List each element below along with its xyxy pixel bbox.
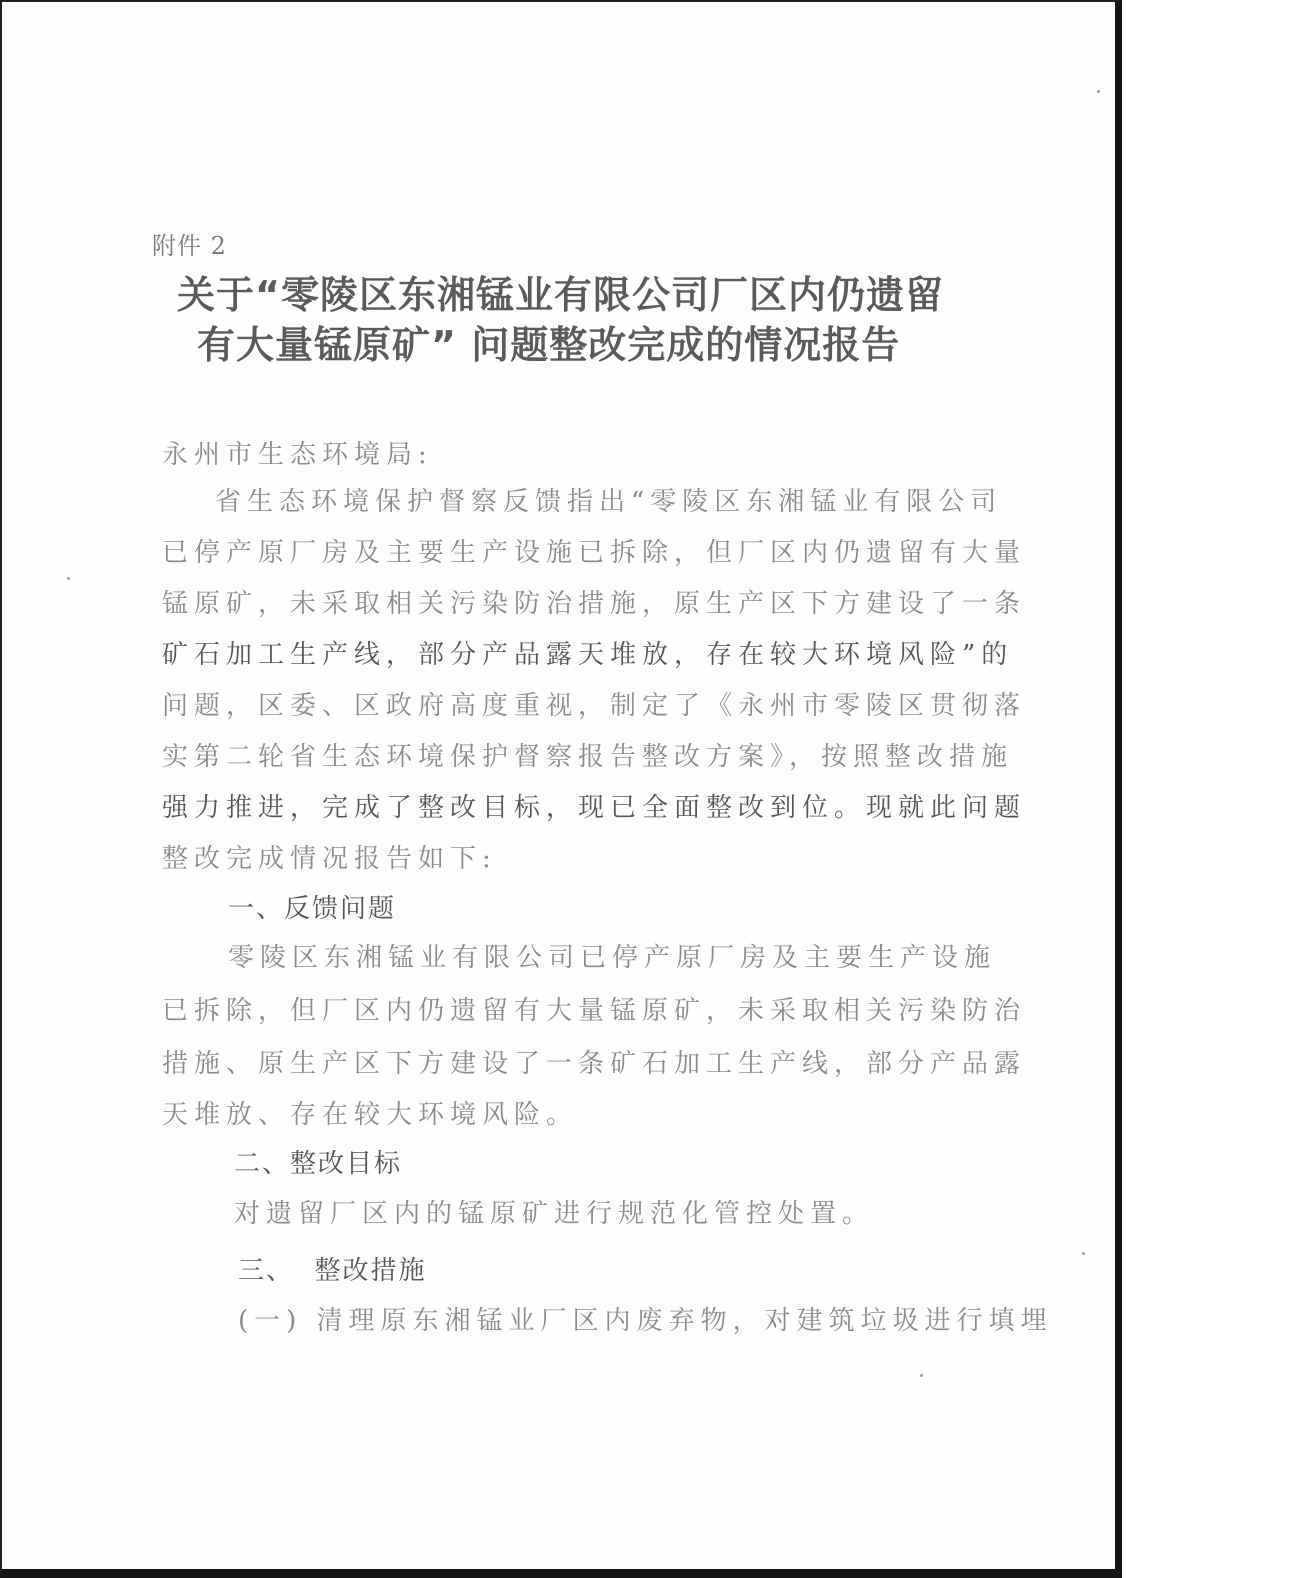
- section-1-line-4: 天堆放、存在较大环境风险。: [162, 1100, 579, 1130]
- section-3-item-1: (一) 清理原东湘锰业厂区内废弃物，对建筑垃圾进行填埋: [238, 1306, 1053, 1336]
- scan-speck: [1082, 1252, 1085, 1255]
- scan-speck: [1097, 90, 1100, 93]
- intro-line-5: 问题，区委、区政府高度重视，制定了《永州市零陵区贯彻落: [162, 691, 1027, 721]
- document-title-line-1: 关于“零陵区东湘锰业有限公司厂区内仍遗留: [177, 273, 944, 317]
- scan-speck: [67, 577, 70, 580]
- intro-line-2: 已停产原厂房及主要生产设施已拆除，但厂区内仍遗留有大量: [162, 538, 1027, 568]
- intro-line-8: 整改完成情况报告如下:: [162, 844, 497, 874]
- section-1-heading: 一、反馈问题: [228, 894, 397, 924]
- scan-speck: [920, 1374, 923, 1377]
- document-page: [2, 2, 1115, 1569]
- intro-line-1: 省生态环境保护督察反馈指出“零陵区东湘锰业有限公司: [215, 487, 1003, 517]
- intro-line-3: 锰原矿，未采取相关污染防治措施，原生产区下方建设了一条: [162, 589, 1027, 619]
- intro-line-4: 矿石加工生产线，部分产品露天堆放，存在较大环境风险”的: [162, 640, 1014, 670]
- section-1-line-3: 措施、原生产区下方建设了一条矿石加工生产线，部分产品露: [162, 1049, 1027, 1079]
- section-1-line-1: 零陵区东湘锰业有限公司已停产原厂房及主要生产设施: [228, 943, 997, 973]
- section-1-line-2: 已拆除，但厂区内仍遗留有大量锰原矿，未采取相关污染防治: [162, 996, 1027, 1026]
- section-2-text: 对遗留厂区内的锰原矿进行规范化管控处置。: [234, 1199, 875, 1229]
- section-3-heading: 三、 整改措施: [238, 1256, 427, 1286]
- intro-line-7: 强力推进，完成了整改目标，现已全面整改到位。现就此问题: [162, 793, 1027, 823]
- salutation: 永州市生态环境局:: [162, 440, 433, 470]
- section-2-heading: 二、整改目标: [234, 1149, 403, 1179]
- attachment-label: 附件 2: [152, 232, 227, 260]
- intro-line-6: 实第二轮省生态环境保护督察报告整改方案》，按照整改措施: [162, 742, 1014, 772]
- document-title-line-2: 有大量锰原矿” 问题整改完成的情况报告: [197, 323, 901, 367]
